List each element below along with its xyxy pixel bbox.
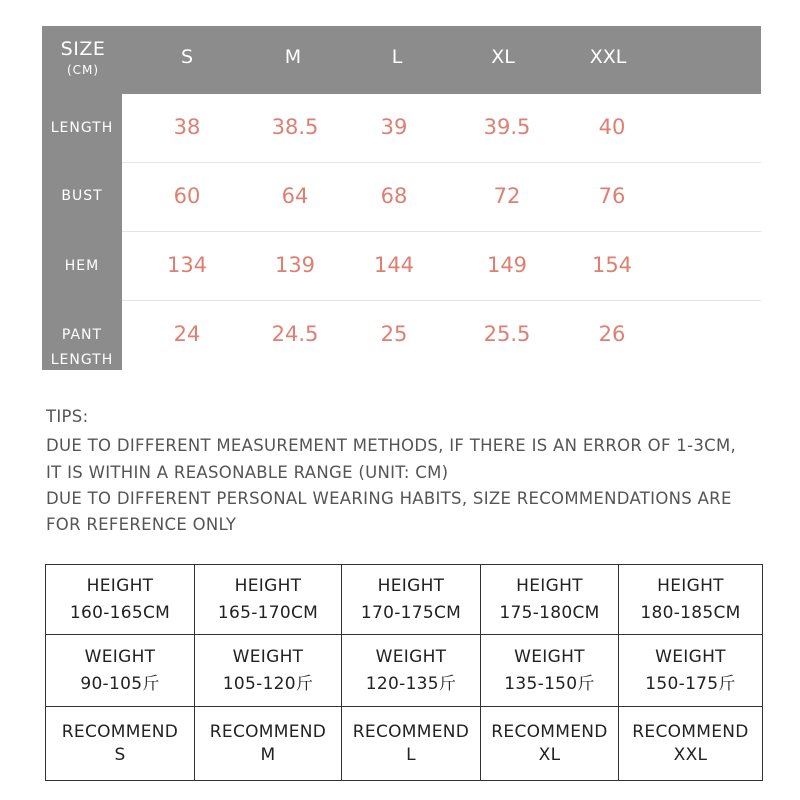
recommend-cell	[195, 707, 342, 781]
measurement-cell: 25	[380, 322, 408, 346]
row-divider	[122, 300, 761, 301]
recommend-label: RECOMMEND	[632, 721, 749, 742]
row-label-length: LENGTH	[50, 120, 114, 136]
size-column-header: L	[391, 46, 403, 68]
recommend-cell	[342, 707, 481, 781]
measurement-cell: 38	[173, 115, 201, 139]
height-range: 175-180CM	[499, 602, 600, 623]
height-label: HEIGHT	[657, 575, 724, 596]
size-column-header: M	[284, 46, 302, 68]
height-cell	[619, 565, 763, 635]
recommend-cell	[619, 707, 763, 781]
weight-cell	[46, 635, 195, 707]
size-chart	[42, 26, 761, 370]
weight-label: WEIGHT	[232, 646, 304, 667]
measurement-cell: 76	[598, 184, 626, 208]
measurement-cell: 149	[486, 253, 528, 277]
height-cell	[342, 565, 481, 635]
height-range: 165-170CM	[217, 602, 319, 623]
weight-cell	[619, 635, 763, 707]
weight-range: 120-135斤	[365, 673, 457, 694]
recommended-size: S	[114, 744, 126, 765]
measurement-cell: 60	[173, 184, 201, 208]
height-range: 160-165CM	[69, 602, 171, 623]
size-column-header: S	[180, 46, 194, 68]
measurement-cell: 25.5	[483, 322, 531, 346]
recommend-row	[46, 707, 763, 781]
height-cell	[195, 565, 342, 635]
measurement-cell: 24	[173, 322, 201, 346]
recommend-cell	[46, 707, 195, 781]
height-row	[46, 565, 763, 635]
row-label-hem: HEM	[64, 258, 100, 274]
measurement-cell: 39	[380, 115, 408, 139]
height-label: HEIGHT	[377, 575, 445, 596]
recommend-label: RECOMMEND	[491, 721, 608, 742]
row-label-pant: PANT	[61, 327, 103, 343]
size-header-unit: (CM)	[66, 63, 100, 77]
measurement-cell: 40	[598, 115, 626, 139]
measurement-cell: 144	[373, 253, 415, 277]
recommend-label: RECOMMEND	[61, 721, 179, 742]
size-column-header: XL	[491, 46, 515, 68]
weight-range: 150-175斤	[645, 673, 736, 694]
height-cell	[481, 565, 619, 635]
recommend-cell	[481, 707, 619, 781]
measurement-cell: 139	[274, 253, 316, 277]
measurement-cell: 154	[591, 253, 633, 277]
measurement-cell: 134	[166, 253, 208, 277]
height-cell	[46, 565, 195, 635]
weight-label: WEIGHT	[655, 646, 726, 667]
height-label: HEIGHT	[516, 575, 583, 596]
height-label: HEIGHT	[86, 575, 154, 596]
recommended-size: L	[406, 744, 416, 765]
measurement-cell: 39.5	[483, 115, 531, 139]
measurement-cell: 38.5	[271, 115, 319, 139]
size-recommendation-table	[45, 564, 763, 781]
weight-cell	[342, 635, 481, 707]
measurement-cell: 24.5	[271, 322, 319, 346]
tips-title: TIPS:	[46, 407, 89, 426]
height-range: 180-185CM	[640, 602, 741, 623]
tips-line: DUE TO DIFFERENT MEASUREMENT METHODS, IF THERE IS AN ERROR OF 1-3CM,	[46, 436, 737, 455]
recommended-size: XL	[538, 744, 561, 765]
weight-row	[46, 635, 763, 707]
size-header-title: SIZE	[60, 38, 106, 60]
tips-line: IT IS WITHIN A REASONABLE RANGE (UNIT: CM)	[46, 463, 449, 482]
weight-label: WEIGHT	[514, 646, 585, 667]
recommended-size: XXL	[673, 744, 708, 765]
weight-range: 90-105斤	[80, 673, 160, 694]
row-label-pant-length: LENGTH	[50, 352, 114, 368]
measurement-cell: 64	[281, 184, 309, 208]
row-label-bust: BUST	[61, 188, 103, 204]
recommend-label: RECOMMEND	[352, 721, 470, 742]
measurement-cell: 68	[380, 184, 408, 208]
weight-range: 105-120斤	[222, 673, 314, 694]
measurement-cell: 26	[598, 322, 626, 346]
row-divider	[122, 231, 761, 232]
size-column-header: XXL	[589, 46, 627, 68]
measurement-cell: 72	[493, 184, 521, 208]
weight-label: WEIGHT	[84, 646, 156, 667]
weight-cell	[195, 635, 342, 707]
tips-line: DUE TO DIFFERENT PERSONAL WEARING HABITS, SIZE RECOMMENDATIONS ARE	[46, 489, 732, 508]
height-label: HEIGHT	[234, 575, 302, 596]
weight-label: WEIGHT	[375, 646, 447, 667]
weight-range: 135-150斤	[504, 673, 595, 694]
tips-line: FOR REFERENCE ONLY	[46, 515, 237, 534]
weight-cell	[481, 635, 619, 707]
height-range: 170-175CM	[360, 602, 462, 623]
row-divider	[122, 162, 761, 163]
recommended-size: M	[260, 744, 276, 765]
recommend-label: RECOMMEND	[209, 721, 327, 742]
